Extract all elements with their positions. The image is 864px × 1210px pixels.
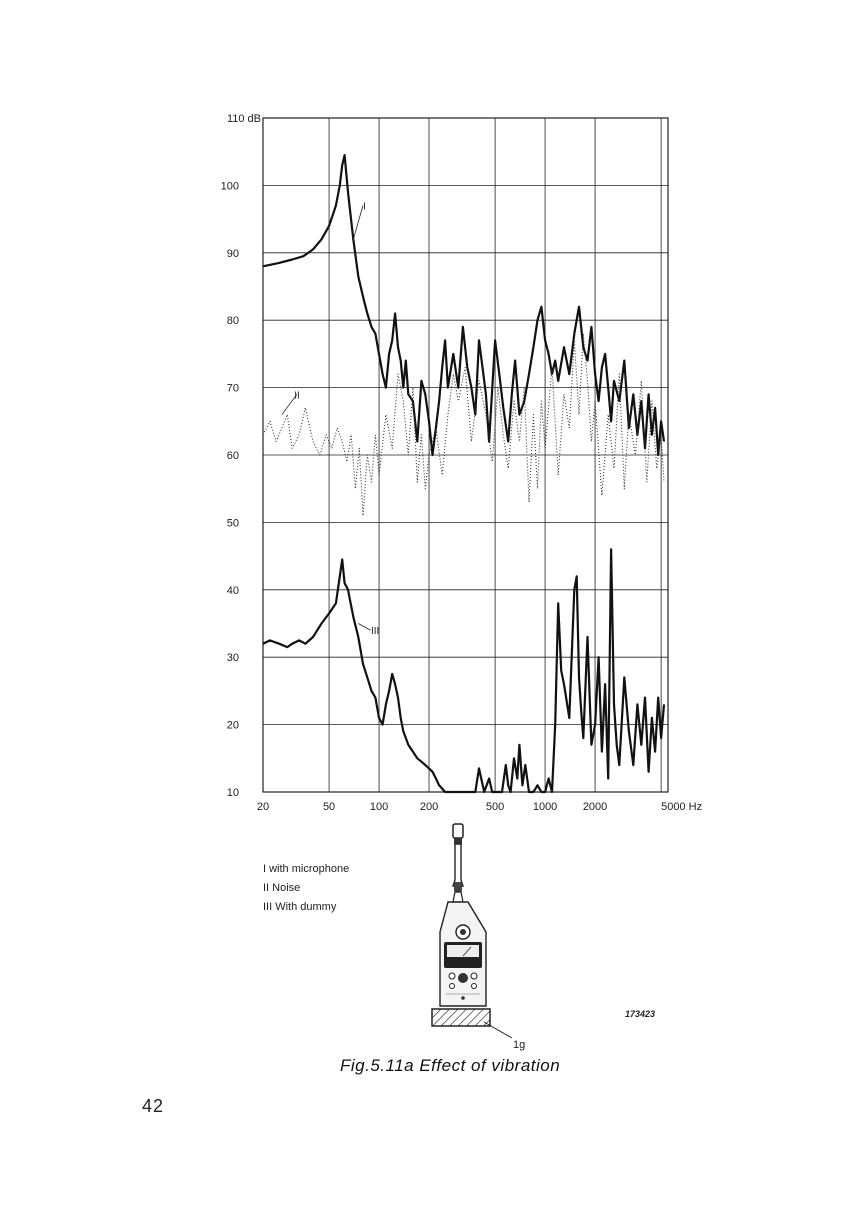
chart-annotations <box>282 202 379 638</box>
legend <box>263 860 349 917</box>
page-number: 42 <box>142 1096 165 1116</box>
y-tick-label-110: 110 dB <box>226 113 261 125</box>
x-tick-label-2000: 2000 <box>582 801 608 813</box>
figure-caption: Fig.5.11a Effect of vibration <box>340 1056 561 1075</box>
sound-level-meter-illustration <box>426 820 526 1040</box>
y-tick-label-20: 20 <box>226 719 239 732</box>
y-tick-label-70: 70 <box>226 382 239 395</box>
annotation-leader-i <box>353 206 363 240</box>
g-leader-line <box>484 1022 512 1038</box>
knob-right <box>471 973 477 979</box>
figure-number: 173423 <box>625 1009 656 1019</box>
legend-item-dummy: III With dummy <box>263 901 337 913</box>
legend-item-microphone: I with microphone <box>263 863 350 875</box>
microphone-cap <box>454 838 462 844</box>
microphone-joint <box>454 882 462 892</box>
microphone-capsule <box>453 824 463 838</box>
y-tick-label-100: 100 <box>220 180 239 193</box>
x-tick-label-200: 200 <box>419 801 439 813</box>
x-tick-label-500: 500 <box>485 801 505 813</box>
y-tick-label-30: 30 <box>226 652 239 665</box>
annotation-label-iii: III <box>371 626 380 638</box>
meter-led <box>461 996 465 1000</box>
x-tick-label-100: 100 <box>369 801 389 813</box>
button-small-right <box>472 984 477 989</box>
x-tick-label-5000: 5000 Hz <box>661 801 703 813</box>
knob-center <box>458 973 468 983</box>
meter-scale <box>447 945 479 957</box>
y-tick-label-40: 40 <box>226 584 239 597</box>
y-tick-label-60: 60 <box>226 450 239 462</box>
legend-item-noise: II Noise <box>263 882 301 894</box>
microphone-stem <box>453 844 463 886</box>
annotation-label-ii: II <box>294 390 300 402</box>
annotation-label-i: I <box>363 201 366 213</box>
y-tick-label-90: 90 <box>226 247 239 260</box>
knob-left <box>449 973 455 979</box>
chart-ticks <box>221 113 702 813</box>
microphone-neck <box>453 892 463 902</box>
y-tick-label-80: 80 <box>226 315 239 328</box>
chart-grid <box>263 118 668 792</box>
chart-series <box>263 155 664 792</box>
x-tick-label-20: 20 <box>256 801 270 813</box>
x-tick-label-50: 50 <box>322 801 336 813</box>
x-tick-label-1000: 1000 <box>532 801 558 813</box>
vibration-base <box>432 1009 490 1026</box>
acceleration-label: 1g <box>513 1039 526 1051</box>
y-tick-label-50: 50 <box>226 517 239 530</box>
y-tick-label-10: 10 <box>226 787 239 799</box>
series-line-iii <box>263 549 664 792</box>
button-small-left <box>450 984 455 989</box>
annotation-leader-iii <box>358 624 370 631</box>
series-line-i <box>263 155 664 455</box>
range-dial-center <box>460 929 466 935</box>
